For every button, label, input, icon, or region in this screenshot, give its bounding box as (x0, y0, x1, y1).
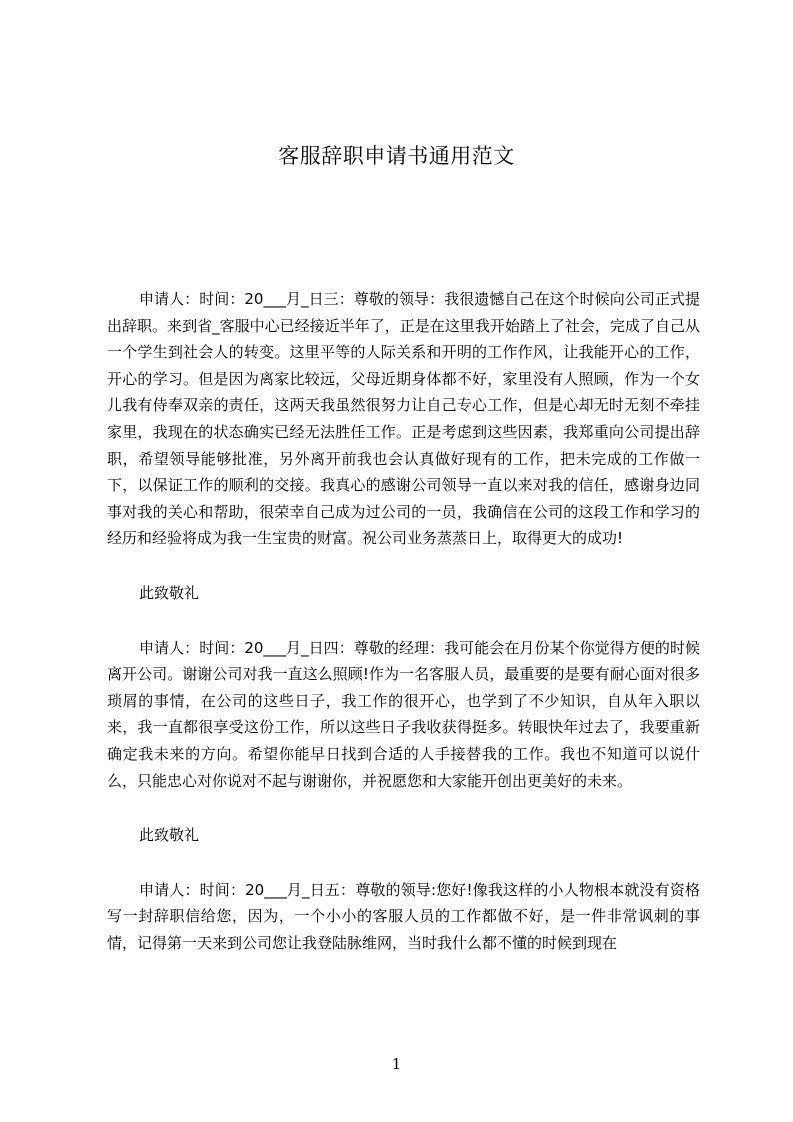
paragraph-spacer (107, 794, 700, 822)
closing-salutation: 此致敬礼 (139, 826, 200, 845)
paragraph-spacer (107, 849, 700, 877)
body-paragraph: 申请人：时间：20___月_日四：尊敬的经理：我可能会在月份某个你觉得方便的时候离开公司。谢谢公司对我一直这么照顾!作为一名客服人员，最重要的是要有耐心面对很多琐屑的事情，在公司的这些日子，我工作的很开心，也学到了不少知识，自从年入职以来，我一直都很享受这份工作，所以这些日子我收获得挺多。转眼快年过去了，我要重新确定我未来的方向。希望你能早日找到合适的人手接替我的工作。我也不知道可以说什么，只能忠心对你说对不起与谢谢你，并祝愿您和大家能开创出更美好的未来。 (107, 638, 700, 790)
body-paragraph: 申请人：时间：20___月_日三：尊敬的领导：我很遗憾自己在这个时候向公司正式提出辞职。来到省_客服中心已经接近半年了，正是在这里我开始踏上了社会，完成了自己从一个学生到社会人的转变。这里平等的人际关系和开明的工作作风，让我能开心的工作，开心的学习。但是因为离家比较远，父母近期身体都不好，家里没有人照顾，作为一个女儿我有侍奉双亲的责任，这两天我虽然很努力让自己专心工作，但是心却无时无刻不牵挂家里，我现在的状态确实已经无法胜任工作。正是考虑到这些因素，我郑重向公司提出辞职，希望领导能够批准，另外离开前我也会认真做好现有的工作，把未完成的工作做一下，以保证工作的顺利的交接。我真心的感谢公司领导一直以来对我的信任，感谢身边同事对我的关心和帮助，很荣幸自己成为过公司的一员，我确信在公司的这段工作和学习的经历和经验将成为我一生宝贵的财富。祝公司业务蒸蒸日上，取得更大的成功! (107, 290, 700, 548)
body-paragraph: 申请人：时间：20___月_日五：尊敬的领导:您好!像我这样的小人物根本就没有资格写一封辞职信给您，因为，一个小小的客服人员的工作都做不好，是一件非常讽刺的事情，记得第一天来到公司您让我登陆脉维网，当时我什么都不懂的时候到现在 (107, 880, 700, 952)
closing-salutation: 此致敬礼 (139, 583, 200, 602)
paragraph-spacer (107, 607, 700, 635)
page-number: 1 (391, 1055, 402, 1073)
document-body (107, 286, 700, 956)
paragraph-spacer (107, 552, 700, 580)
document-title: 客服辞职申请书通用范文 (278, 144, 515, 168)
